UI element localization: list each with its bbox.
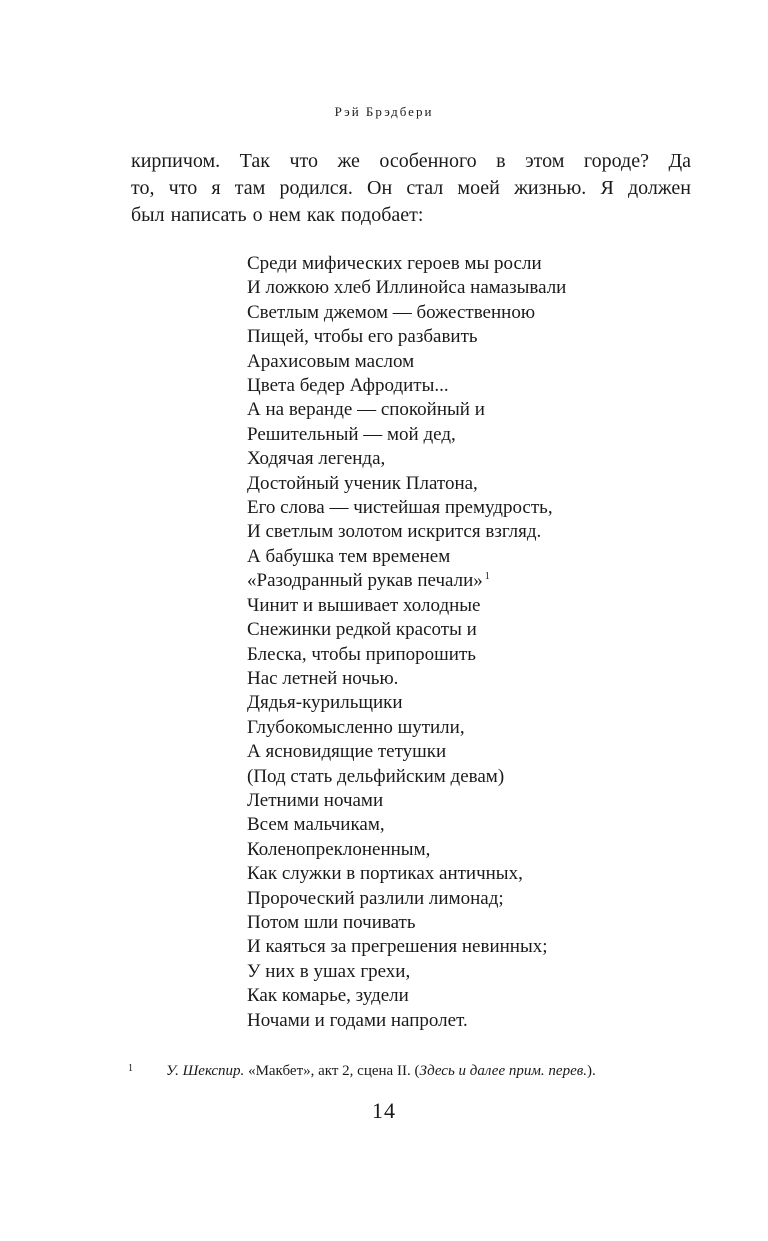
poem-verse: У них в ушах грехи, [247, 960, 411, 982]
poem-verse: Светлым джемом — божественною [247, 301, 536, 323]
page-number: 14 [372, 1098, 396, 1123]
poem-verse: И светлым золотом искрится взгляд. [247, 521, 542, 543]
poem-verse: Летними ночами [247, 789, 384, 811]
poem-verse: (Под стать дельфийским девам) [247, 765, 505, 787]
poem-verse: И ложкою хлеб Иллинойса намазывали [247, 277, 567, 299]
footnote-text [166, 1061, 596, 1081]
footnote-paren-close: ). [587, 1063, 596, 1079]
footnote-translator-note: Здесь и далее прим. перев. [419, 1063, 588, 1079]
footnote-work: «Макбет», акт 2, сцена II. [244, 1063, 415, 1079]
poem-verse: Как служки в портиках античных, [247, 863, 523, 885]
prose-line: был написать о нем как подобает: [131, 204, 424, 226]
poem-verse: А ясновидящие тетушки [247, 741, 447, 763]
poem-verse: Пророческий разлили лимонад; [247, 887, 504, 909]
poem-verse: Коленопреклоненным, [247, 838, 431, 860]
poem-verse: Потом шли почивать [247, 911, 416, 933]
poem-verse: Нас летней ночью. [247, 667, 399, 689]
poem-verse: Ночами и годами напролет. [247, 1009, 468, 1031]
poem-verse: Глубокомысленно шутили, [247, 716, 465, 738]
poem-verse: Снежинки редкой красоты и [247, 619, 477, 641]
poem-verse: Цвета бедер Афродиты... [247, 375, 449, 397]
poem-verse: А на веранде — спокойный и [247, 399, 485, 421]
poem-verse: Достойный ученик Платона, [247, 472, 478, 494]
poem-verse: Чинит и вышивает холодные [247, 594, 481, 616]
poem-verse: Как комарье, зудели [247, 985, 409, 1007]
poem-verse: Блеска, чтобы припорошить [247, 643, 476, 665]
footnote-mark: 1 [128, 1063, 133, 1074]
poem-verse: Арахисовым маслом [247, 350, 415, 372]
prose-paragraph [131, 148, 691, 229]
footnote-paren-open: ( [414, 1063, 420, 1079]
poem-verse: Среди мифических героев мы росли [247, 253, 542, 274]
poem-verse-with-footnote [247, 569, 687, 593]
footnote-author: У. Шекспир. [166, 1063, 245, 1079]
poem-verse: Всем мальчикам, [247, 814, 385, 836]
poem-verse: Решительный — мой дед, [247, 423, 456, 445]
prose-line: кирпичом. Так что же особенного в этом городе? Да [131, 150, 691, 172]
running-head: Рэй Брэдбери [334, 104, 434, 119]
poem-verse: Ходячая легенда, [247, 448, 386, 470]
poem-verse: И каяться за прегрешения невинных; [247, 936, 548, 958]
poem [247, 252, 687, 1033]
poem-verse: Дядья-курильщики [247, 692, 403, 714]
poem-verse: Его слова — чистейшая премудрость, [247, 497, 553, 519]
poem-verse: А бабушка тем временем [247, 545, 451, 567]
poem-verse-text: «Разодранный рукав печали» [247, 570, 483, 592]
prose-line: то, что я там родился. Он стал моей жизнью. Я должен [131, 177, 691, 199]
footnote-reference[interactable]: 1 [484, 571, 490, 583]
poem-verse: Пищей, чтобы его разбавить [247, 326, 478, 348]
